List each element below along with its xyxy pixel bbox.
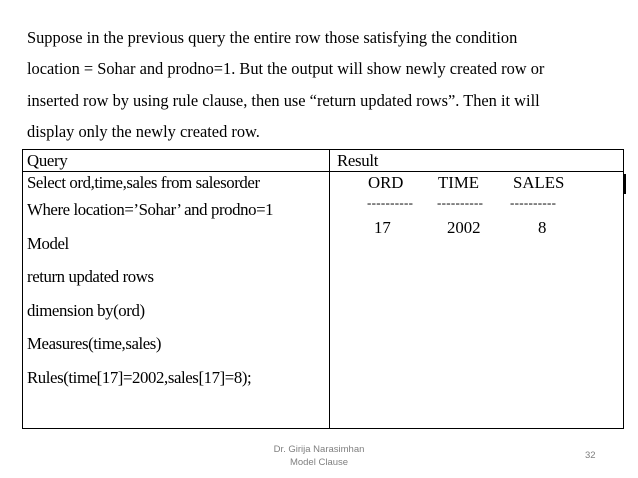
result-value-ord: 17 [374, 218, 391, 237]
result-column-sales: SALES [513, 173, 565, 192]
result-dash: ---------- [437, 195, 484, 210]
footer-subtitle: Model Clause [289, 457, 349, 468]
query-cell [23, 172, 330, 429]
result-output [330, 172, 623, 428]
query-result-table [22, 149, 624, 429]
page-number: 32 [585, 450, 596, 461]
query-line: dimension by(ord) [27, 300, 145, 320]
result-cell [330, 172, 624, 429]
query-line: return updated rows [27, 267, 154, 286]
table-header-row [23, 150, 624, 172]
query-header-cell [23, 150, 330, 172]
query-line: Select ord,time,sales from salesorder [27, 173, 260, 192]
result-header: Result [337, 151, 379, 170]
query-line: Model [27, 233, 69, 253]
query-line: Where location=’Sohar’ and prodno=1 [27, 200, 274, 219]
paragraph-line: display only the newly created row. [27, 122, 260, 142]
table-body-row [23, 172, 624, 429]
text-cursor [624, 174, 626, 194]
result-dash: ---------- [367, 195, 414, 210]
query-line: Measures(time,sales) [27, 334, 162, 353]
slide-footer [238, 443, 400, 469]
result-column-time: TIME [438, 173, 480, 192]
slide-paragraph [27, 22, 627, 148]
result-value-sales: 8 [538, 218, 547, 237]
paragraph-line: inserted row by using rule clause, then use “return updated rows”. Then it will [27, 90, 540, 110]
query-header: Query [27, 151, 68, 170]
footer-author: Dr. Girija Narasimhan [273, 444, 365, 455]
query-line: Rules(time[17]=2002,sales[17]=8); [27, 367, 252, 387]
result-column-ord: ORD [368, 173, 404, 192]
result-value-time: 2002 [447, 218, 481, 237]
result-header-cell [330, 150, 624, 172]
result-dash: ---------- [510, 195, 557, 210]
paragraph-line: Suppose in the previous query the entire row those satisfying the condition [27, 28, 518, 47]
paragraph-line: location = Sohar and prodno=1. But the output will show newly created row or [27, 59, 545, 79]
